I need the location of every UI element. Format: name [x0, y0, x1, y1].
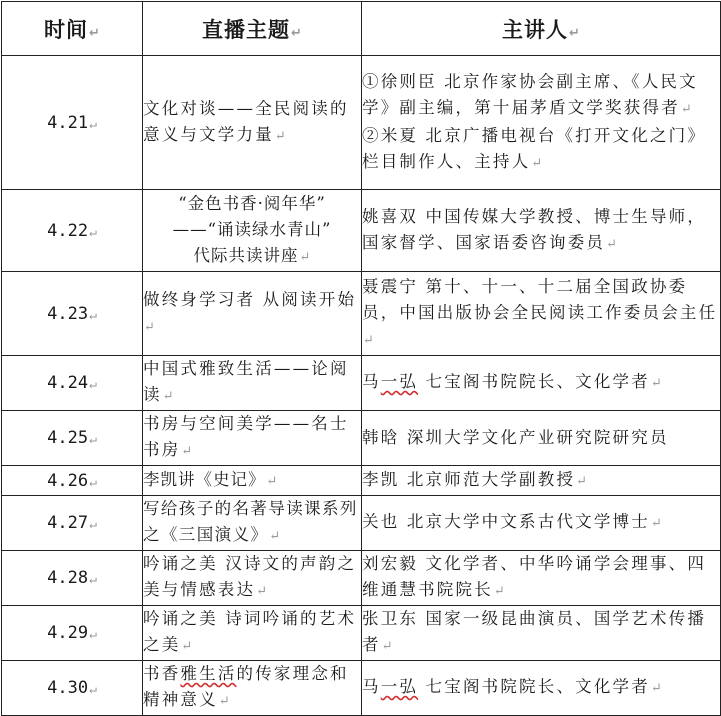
schedule-table: [1, 1, 721, 716]
paragraph-mark-icon: ↵: [266, 473, 278, 489]
paragraph-mark-icon: ↵: [89, 377, 97, 392]
paragraph-mark-icon: ↵: [89, 224, 97, 240]
topic-cell: 写给孩子的名著导读课系列之《三国演义》↵: [143, 496, 362, 551]
speaker-cell: ①徐则臣 北京作家协会副主席、《人民文学》副主编，第十届茅盾文学奖获得者↵ ②米夏 北京广播电视台《打开文化之门》栏目制作人、主持人↵: [362, 56, 721, 190]
date-cell: 4.24↵: [2, 356, 143, 411]
speaker-cell: 马一弘 七宝阁书院院长、文化学者↵: [362, 356, 721, 411]
paragraph-mark-icon: ↵: [89, 572, 97, 587]
paragraph-mark-icon: ↵: [181, 444, 193, 459]
speaker-cell: 马一弘 七宝阁书院院长、文化学者↵: [362, 661, 721, 716]
paragraph-mark-icon: ↵: [576, 473, 588, 489]
paragraph-mark-icon: ↵: [274, 128, 286, 144]
topic-cell: 书房与空间美学——名士书房↵: [143, 411, 362, 466]
date-cell: 4.27↵: [2, 496, 143, 551]
table-row: [2, 190, 721, 272]
table-row: [2, 272, 721, 356]
date-cell: 4.26↵: [2, 466, 143, 496]
paragraph-mark-icon: ↵: [493, 584, 505, 599]
topic-cell: 中国式雅致生活——论阅读↵: [143, 356, 362, 411]
speaker-cell: 关也 北京大学中文系古代文学博士↵: [362, 496, 721, 551]
topic-cell: “金色书香·阅年华” ——“诵读绿水青山” 代际共读讲座↵: [143, 190, 362, 272]
header-time: 时间↵: [2, 2, 143, 56]
paragraph-mark-icon: ↵: [89, 432, 97, 447]
paragraph-mark-icon: ↵: [606, 236, 618, 252]
paragraph-mark-icon: ↵: [89, 517, 97, 532]
topic-cell: 文化对谈——全民阅读的意义与文学力量↵: [143, 56, 362, 190]
paragraph-mark-icon: ↵: [89, 682, 97, 697]
paragraph-mark-icon: ↵: [89, 474, 97, 490]
table-row: [2, 56, 721, 190]
header-topic: 直播主题↵: [143, 2, 362, 56]
paragraph-mark-icon: ↵: [144, 319, 155, 335]
table-row: [2, 496, 721, 551]
table-row: [2, 411, 721, 466]
topic-cell: 李凯讲《史记》↵: [143, 466, 362, 496]
paragraph-mark-icon: ↵: [650, 681, 662, 696]
table-row: [2, 466, 721, 496]
paragraph-mark-icon: ↵: [680, 101, 692, 117]
paragraph-mark-icon: ↵: [181, 639, 193, 654]
speaker-cell: 姚喜双 中国传媒大学教授、博士生导师，国家督学、国家语委咨询委员↵: [362, 190, 721, 272]
paragraph-mark-icon: ↵: [569, 25, 580, 41]
table-row: [2, 356, 721, 411]
paragraph-mark-icon: ↵: [269, 529, 281, 544]
paragraph-mark-icon: ↵: [650, 376, 662, 391]
speaker-cell: 李凯 北京师范大学副教授↵: [362, 466, 721, 496]
paragraph-mark-icon: ↵: [299, 249, 311, 265]
date-cell: 4.25↵: [2, 411, 143, 466]
paragraph-mark-icon: ↵: [89, 116, 97, 132]
paragraph-mark-icon: ↵: [218, 694, 230, 709]
paragraph-mark-icon: ↵: [531, 155, 543, 171]
paragraph-mark-icon: ↵: [381, 639, 393, 654]
speaker-cell: 刘宏毅 文化学者、中华吟诵学会理事、四维通慧书院院长↵: [362, 551, 721, 606]
paragraph-mark-icon: ↵: [162, 389, 174, 404]
paragraph-mark-icon: ↵: [256, 584, 268, 599]
speaker-cell: 韩晗 深圳大学文化产业研究院研究员: [362, 411, 721, 466]
spellcheck-underline: 雅生活: [180, 664, 237, 683]
date-cell: 4.23↵: [2, 272, 143, 356]
paragraph-mark-icon: ↵: [89, 307, 97, 323]
table-row: [2, 661, 721, 716]
date-cell: 4.28↵: [2, 551, 143, 606]
topic-cell: 做终身学习者 从阅读开始↵: [143, 272, 362, 356]
spellcheck-underline: 一弘: [380, 677, 419, 696]
date-cell: 4.30↵: [2, 661, 143, 716]
paragraph-mark-icon: ↵: [89, 627, 97, 642]
paragraph-mark-icon: ↵: [291, 25, 302, 41]
speaker-cell: 聂震宁 第十、十一、十二届全国政协委员，中国出版协会全民阅读工作委员会主任↵: [362, 272, 721, 356]
spellcheck-underline: 一弘: [380, 372, 419, 391]
table-row: [2, 606, 721, 661]
paragraph-mark-icon: ↵: [89, 25, 100, 41]
date-cell: 4.29↵: [2, 606, 143, 661]
date-cell: 4.21↵: [2, 56, 143, 190]
date-cell: 4.22↵: [2, 190, 143, 272]
topic-cell: 吟诵之美 汉诗文的声韵之美与情感表达↵: [143, 551, 362, 606]
table-row: [2, 551, 721, 606]
speaker-cell: 张卫东 国家一级昆曲演员、国学艺术传播者↵: [362, 606, 721, 661]
topic-cell: 书香雅生活的传家理念和精神意义↵: [143, 661, 362, 716]
paragraph-mark-icon: ↵: [650, 516, 662, 531]
paragraph-mark-icon: ↵: [363, 332, 374, 348]
topic-cell: 吟诵之美 诗词吟诵的艺术之美↵: [143, 606, 362, 661]
header-speaker: 主讲人↵: [362, 2, 721, 56]
header-row: [2, 2, 721, 56]
